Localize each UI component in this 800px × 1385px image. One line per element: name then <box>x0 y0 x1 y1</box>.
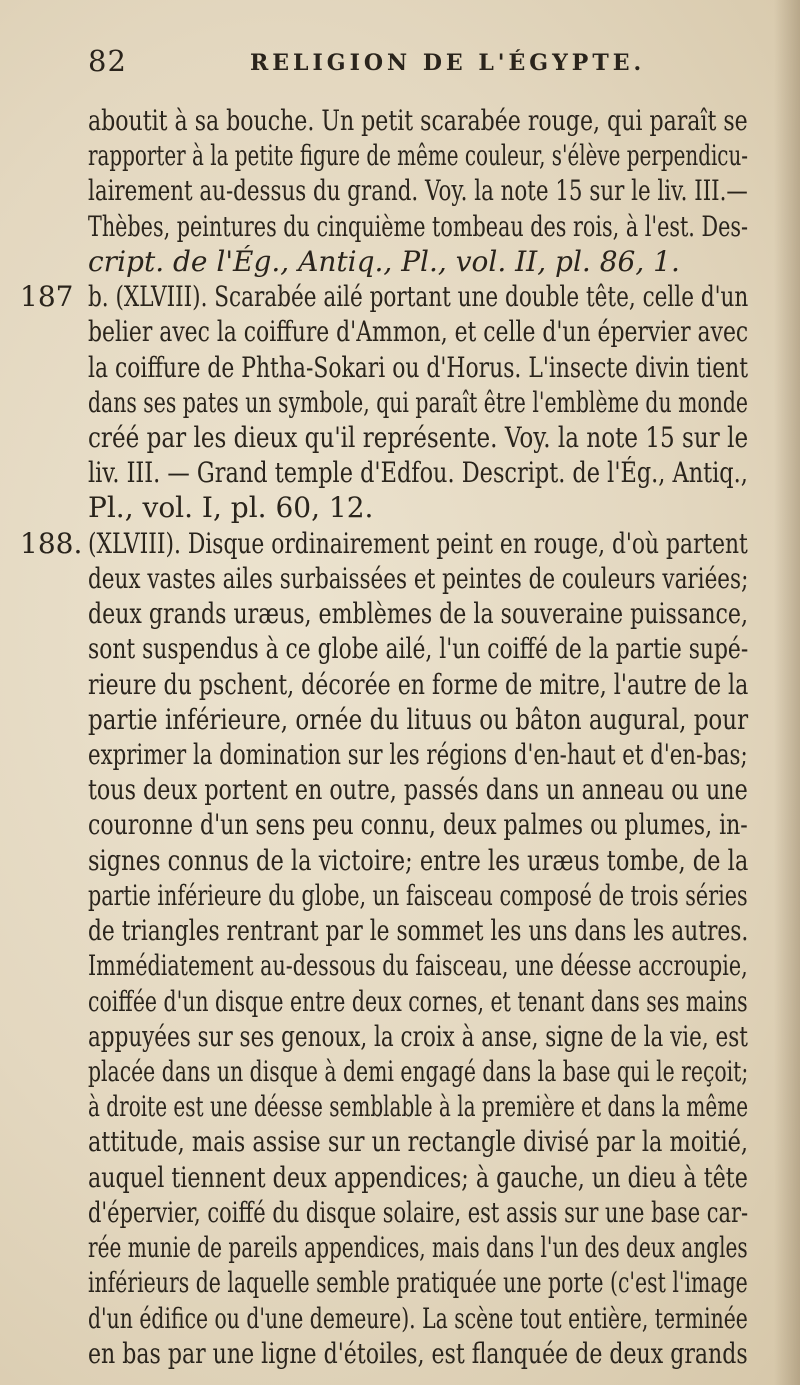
text-line: partie inférieure du globe, un faisceau composé de trois séries <box>88 878 748 912</box>
text-line: placée dans un disque à demi engagé dans la base qui le reçoit; <box>88 1055 749 1088</box>
text-line: d'épervier, coiffé du disque solaire, est assis sur une base car- <box>88 1195 749 1229</box>
text-line: cript. de l'Ég., Antiq., Pl., vol. II, pl. 86, 1. <box>88 244 680 278</box>
text-line: partie inférieure, ornée du lituus ou bâton augural, pour <box>88 702 749 736</box>
text-line: lairement au-dessus du grand. Voy. la note 15 sur le liv. III.— <box>88 174 748 208</box>
text-line: aboutit à sa bouche. Un petit scarabée rouge, qui paraît se <box>88 104 748 137</box>
text-line: Immédiatement au-dessous du faisceau, une déesse accroupie, <box>88 949 748 983</box>
text-line: d'un édifice ou d'une demeure). La scène tout entière, terminée <box>88 1301 748 1335</box>
text-line: en bas par une ligne d'étoiles, est flanquée de deux grands <box>88 1336 748 1370</box>
text-line: rée munie de pareils appendices, mais dans l'un des deux angles <box>88 1231 748 1265</box>
running-head: RELIGION DE L'ÉGYPTE. <box>250 50 646 76</box>
text-line: Thèbes, peintures du cinquième tombeau des rois, à l'est. Des- <box>88 209 748 243</box>
text-line: deux grands uræus, emblèmes de la souveraine puissance, <box>88 597 749 631</box>
text-line: b. (XLVIII). Scarabée ailé portant une double tête, celle d'un <box>88 280 749 314</box>
text-line: (XLVIII). Disque ordinairement peint en rouge, d'où partent <box>88 526 748 560</box>
text-line: rapporter à la petite figure de même couleur, s'élève perpendicu- <box>88 139 749 173</box>
text-line: tous deux portent en outre, passés dans un anneau ou une <box>88 773 748 807</box>
text-line: la coiffure de Phtha-Sokari ou d'Horus. L'insecte divin tient <box>88 350 749 384</box>
text-line: deux vastes ailes surbaissées et peintes de couleurs variées; <box>88 561 749 595</box>
text-line: coiffée d'un disque entre deux cornes, et tenant dans ses mains <box>88 984 748 1018</box>
text-line: appuyées sur ses genoux, la croix à anse, signe de la vie, est <box>88 1019 748 1053</box>
text-line: belier avec la coiffure d'Ammon, et celle d'un épervier avec <box>88 315 749 349</box>
text-line: de triangles rentrant par le sommet les uns dans les autres. <box>88 914 749 948</box>
text-line: couronne d'un sens peu connu, deux palmes ou plumes, in- <box>88 808 748 842</box>
text-line: auquel tiennent deux appendices; à gauche, un dieu à tête <box>88 1160 748 1194</box>
text-line: liv. III. — Grand temple d'Edfou. Descript. de l'Ég., Antiq., <box>88 456 748 490</box>
text-line: Pl., vol. I, pl. 60, 12. <box>88 491 374 525</box>
margin-number-187: 187 <box>20 280 74 314</box>
text-line: sont suspendus à ce globe ailé, l'un coiffé de la partie supé- <box>88 632 749 666</box>
text-line: attitude, mais assise sur un rectangle divisé par la moitié, <box>88 1125 749 1159</box>
margin-number-188: 188. <box>20 526 83 560</box>
text-line: rieure du pschent, décorée en forme de mitre, l'autre de la <box>88 667 749 701</box>
page-number: 82 <box>88 44 127 78</box>
text-line: créé par les dieux qu'il représente. Voy. la note 15 sur le <box>88 421 749 454</box>
text-line: signes connus de la victoire; entre les uræus tombe, de la <box>88 843 749 877</box>
text-line: exprimer la domination sur les régions d'en-haut et d'en-bas; <box>88 738 748 771</box>
text-line: inférieurs de laquelle semble pratiquée une porte (c'est l'image <box>88 1266 748 1300</box>
text-line: à droite est une déesse semblable à la première et dans la même <box>88 1090 749 1124</box>
text-line: dans ses pates un symbole, qui paraît être l'emblème du monde <box>88 385 748 419</box>
